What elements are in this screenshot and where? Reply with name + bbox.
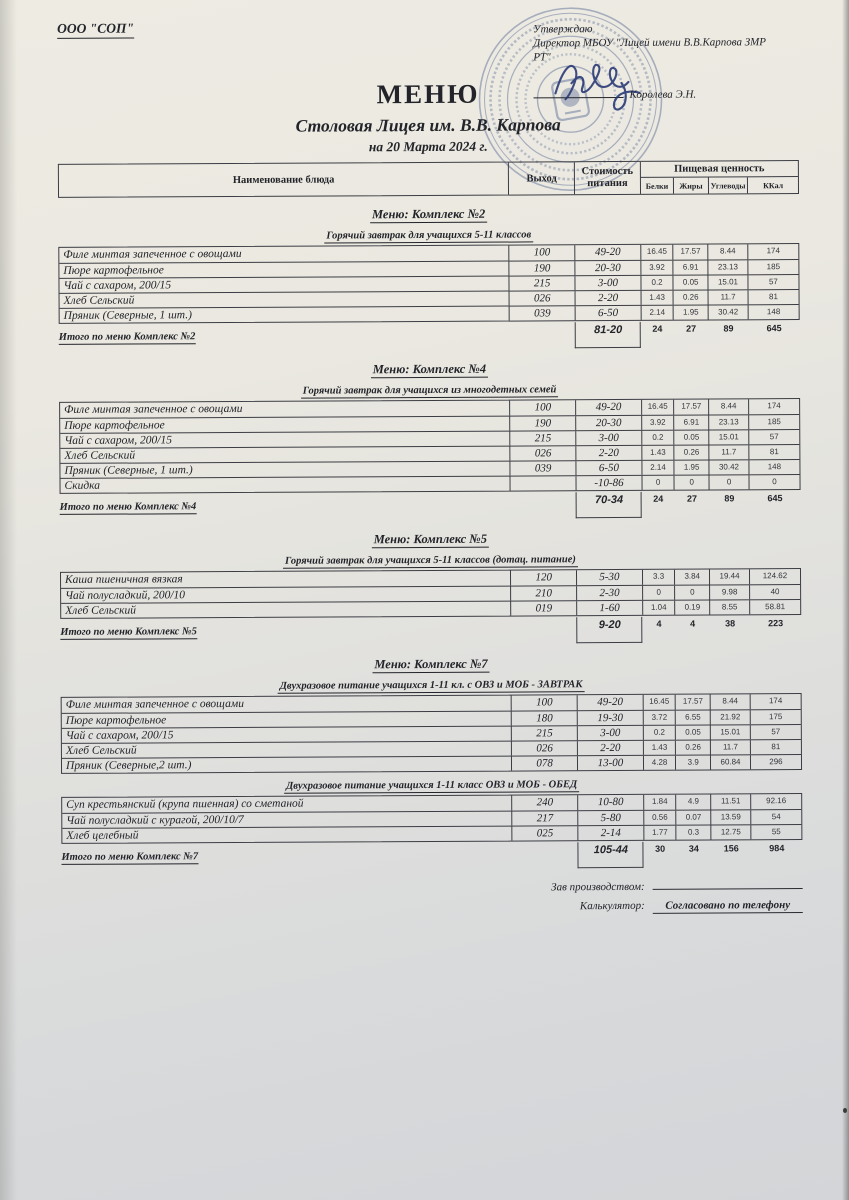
dish-name: Пряник (Северные,2 шт.) bbox=[65, 759, 192, 772]
dish-carbs: 30.42 bbox=[708, 460, 748, 474]
dish-carbs: 15.01 bbox=[708, 430, 748, 444]
dish-carbs: 11.7 bbox=[708, 445, 748, 459]
dish-protein: 0.56 bbox=[643, 811, 676, 825]
dish-output: 215 bbox=[510, 431, 576, 445]
dish-output: 019 bbox=[510, 601, 576, 615]
dish-fat: 6.55 bbox=[675, 711, 710, 725]
dish-fat: 0.26 bbox=[675, 741, 710, 755]
dish-kcal: 57 bbox=[750, 725, 801, 739]
dish-protein: 0.2 bbox=[641, 431, 674, 445]
dish-name: Чай полусладкий, 200/10 bbox=[65, 589, 186, 602]
dish-protein: 3.92 bbox=[641, 416, 674, 430]
dish-protein: 1.43 bbox=[640, 291, 673, 305]
table-header bbox=[58, 160, 799, 198]
total-row bbox=[61, 841, 802, 873]
total-cost-cell bbox=[575, 322, 641, 348]
section-subtitle-text: Двухразовое питание учащихся 1-11 кл. с ОВЗ и МОБ - ЗАВТРАК bbox=[278, 679, 585, 694]
dish-kcal: 81 bbox=[748, 445, 799, 459]
dish-carbs: 30.42 bbox=[708, 305, 748, 319]
dish-kcal: 58.81 bbox=[749, 600, 800, 614]
dish-carbs: 0 bbox=[709, 475, 749, 489]
dish-name: Пюре картофельное bbox=[65, 714, 167, 727]
dish-kcal: 57 bbox=[748, 430, 799, 444]
section-title bbox=[58, 205, 799, 224]
total-label: Итого по меню Комплекс №4 bbox=[59, 501, 197, 513]
dish-kcal: 55 bbox=[750, 825, 801, 839]
dish-protein: 3.3 bbox=[642, 570, 675, 585]
dish-protein: 2.14 bbox=[641, 461, 674, 475]
footer bbox=[62, 877, 803, 917]
dish-cost: 3-00 bbox=[577, 726, 643, 740]
total-cost: 9-20 bbox=[577, 617, 643, 643]
dish-name: Филе минтая запеченное с овощами bbox=[65, 697, 245, 711]
dish-protein: 16.45 bbox=[640, 245, 673, 260]
dish-fat: 17.57 bbox=[673, 245, 708, 260]
production-manager-blank bbox=[653, 877, 803, 890]
dish-cost: 5-30 bbox=[576, 570, 642, 585]
dish-fat: 0.05 bbox=[675, 726, 710, 740]
col-carbs: Углеводы bbox=[708, 177, 748, 193]
dish-name: Чай полусладкий с курагой, 200/10/7 bbox=[66, 813, 244, 827]
total-label-cell bbox=[60, 493, 511, 515]
dish-name: Хлеб целебный bbox=[66, 829, 139, 842]
dish-name: Суп крестьянский (крупа пшенная) со сметаной bbox=[66, 797, 304, 811]
menu-date: на 20 Марта 2024 г. bbox=[368, 138, 488, 155]
dish-fat: 1.95 bbox=[674, 461, 709, 475]
section-subtitle-text: Горячий завтрак для учащихся 5-11 классов bbox=[324, 229, 533, 243]
total-cost: 70-34 bbox=[576, 492, 642, 518]
section-title-text: Меню: Комплекс №2 bbox=[370, 207, 487, 224]
calculator-value: Согласовано по телефону bbox=[653, 899, 803, 914]
menu-table bbox=[58, 243, 799, 324]
dish-kcal: 81 bbox=[750, 740, 801, 754]
dish-carbs: 13.59 bbox=[710, 810, 750, 824]
dish-fat: 0.07 bbox=[676, 811, 711, 825]
dish-fat: 17.57 bbox=[673, 400, 708, 415]
dish-protein: 1.77 bbox=[643, 826, 676, 840]
dish-fat: 4.9 bbox=[676, 795, 711, 810]
total-kcal: 645 bbox=[767, 493, 783, 504]
dish-carbs: 60.84 bbox=[710, 755, 750, 769]
dish-output: 025 bbox=[512, 826, 578, 840]
dish-carbs: 15.01 bbox=[708, 275, 748, 289]
dish-name: Пюре картофельное bbox=[63, 264, 164, 277]
dish-output: 026 bbox=[509, 291, 575, 305]
dish-cost: 13-00 bbox=[577, 756, 643, 770]
production-manager-label: Зав производством: bbox=[551, 880, 645, 894]
dish-protein: 2.14 bbox=[640, 306, 673, 320]
total-kcal: 645 bbox=[766, 323, 782, 334]
dish-name: Хлеб Сельский bbox=[65, 744, 137, 757]
total-cost: 81-20 bbox=[575, 322, 641, 348]
total-fat: 27 bbox=[686, 323, 697, 334]
dish-kcal: 175 bbox=[750, 710, 801, 724]
col-output: Выход bbox=[508, 162, 574, 194]
total-row bbox=[60, 491, 801, 523]
dish-output: 215 bbox=[509, 276, 575, 290]
section-subtitle bbox=[60, 553, 801, 568]
dish-carbs: 23.13 bbox=[707, 260, 747, 274]
dish-fat: 0 bbox=[674, 586, 709, 600]
total-carbs: 89 bbox=[723, 323, 734, 334]
total-cost-cell bbox=[578, 842, 644, 868]
section-title-text: Меню: Комплекс №5 bbox=[372, 532, 489, 549]
dish-name: Чай с сахаром, 200/15 bbox=[65, 729, 174, 742]
dish-kcal: 174 bbox=[747, 244, 798, 259]
dish-cost: 3-00 bbox=[575, 276, 641, 290]
dish-fat: 1.95 bbox=[673, 306, 708, 320]
approve-word: Утверждаю bbox=[533, 23, 593, 36]
dish-carbs: 8.44 bbox=[707, 244, 747, 259]
section-title bbox=[60, 655, 801, 674]
dish-fat: 3.84 bbox=[674, 570, 709, 585]
menu-table bbox=[60, 568, 801, 619]
dish-fat: 0.05 bbox=[674, 431, 709, 445]
dish-kcal: 57 bbox=[747, 275, 798, 289]
dish-kcal: 0 bbox=[748, 475, 799, 489]
dish-protein: 3.72 bbox=[643, 711, 676, 725]
dish-cost: -10-86 bbox=[576, 476, 642, 490]
dish-output: 180 bbox=[511, 711, 577, 725]
dish-kcal: 148 bbox=[748, 460, 799, 474]
dish-output: 039 bbox=[509, 306, 575, 320]
dish-protein: 0 bbox=[641, 476, 674, 490]
total-cost-cell bbox=[576, 492, 642, 518]
dish-output: 026 bbox=[511, 741, 577, 755]
approver-name: Королева Э.Н. bbox=[629, 88, 697, 102]
dish-cost: 2-20 bbox=[575, 291, 641, 305]
dish-cost: 6-50 bbox=[575, 461, 641, 475]
dish-name: Пюре картофельное bbox=[64, 419, 165, 432]
dish-kcal: 296 bbox=[750, 755, 801, 769]
dish-carbs: 23.13 bbox=[708, 415, 748, 429]
dish-cost: 6-50 bbox=[575, 306, 641, 320]
total-label-cell bbox=[61, 843, 512, 865]
total-protein: 30 bbox=[655, 843, 666, 854]
section-title-text: Меню: Комплекс №4 bbox=[371, 362, 488, 379]
dish-fat: 6.91 bbox=[673, 261, 708, 275]
dish-name: Пряник (Северные, 1 шт.) bbox=[64, 464, 193, 477]
dish-carbs: 12.75 bbox=[710, 825, 750, 839]
dish-output: 100 bbox=[509, 245, 575, 260]
dish-fat: 0 bbox=[674, 476, 709, 490]
dish-carbs: 19.44 bbox=[709, 569, 749, 584]
dish-output: 215 bbox=[511, 726, 577, 740]
total-fat: 27 bbox=[686, 493, 698, 504]
dish-protein: 0.2 bbox=[640, 276, 673, 290]
dish-carbs: 9.98 bbox=[709, 585, 749, 599]
dish-cost: 2-30 bbox=[576, 586, 642, 600]
total-protein: 4 bbox=[656, 618, 662, 629]
dish-cost: 49-20 bbox=[575, 400, 641, 415]
calculator-label: Калькулятор: bbox=[579, 899, 645, 913]
dish-fat: 0.3 bbox=[676, 826, 711, 840]
dish-cost: 2-14 bbox=[577, 826, 643, 840]
dish-carbs: 15.01 bbox=[710, 725, 750, 739]
nutrition-subcols bbox=[641, 177, 798, 194]
dish-output: 039 bbox=[510, 461, 576, 475]
col-cost bbox=[574, 162, 640, 194]
dish-name: Скидка bbox=[64, 479, 101, 492]
dish-protein: 1.43 bbox=[641, 446, 674, 460]
dish-kcal: 124.62 bbox=[749, 569, 800, 584]
section-subtitle bbox=[61, 678, 802, 693]
dish-name: Чай с сахаром, 200/15 bbox=[64, 434, 172, 447]
dish-carbs: 11.7 bbox=[708, 290, 748, 304]
dish-fat: 0.26 bbox=[674, 446, 709, 460]
dish-name: Хлеб Сельский bbox=[65, 604, 136, 617]
dish-name: Филе минтая запеченное с овощами bbox=[63, 247, 242, 261]
menu-sections bbox=[58, 205, 802, 873]
dish-carbs: 8.55 bbox=[709, 600, 749, 614]
dish-fat: 0.26 bbox=[673, 291, 708, 305]
section-subtitle-text: Горячий завтрак для учащихся 5-11 классов (дотац. питание) bbox=[283, 554, 578, 569]
title-block bbox=[57, 77, 798, 157]
dish-fat: 6.91 bbox=[674, 416, 709, 430]
dish-carbs: 11.7 bbox=[710, 740, 750, 754]
col-nutrition: Пищевая ценность bbox=[641, 161, 798, 178]
dish-name: Пряник (Северные, 1 шт.) bbox=[63, 309, 192, 322]
total-cost-cell bbox=[577, 617, 643, 643]
section-subtitle bbox=[61, 778, 802, 793]
dish-output: 100 bbox=[511, 695, 577, 710]
dish-kcal: 40 bbox=[749, 585, 800, 599]
org-name: ООО "СОП" bbox=[57, 21, 134, 39]
section-title bbox=[60, 530, 801, 549]
dish-cost: 49-20 bbox=[574, 245, 640, 260]
dish-fat: 3.9 bbox=[675, 756, 710, 770]
dish-cost: 10-80 bbox=[577, 795, 643, 810]
section-subtitle bbox=[59, 383, 800, 398]
dish-protein: 3.92 bbox=[640, 261, 673, 275]
dish-protein: 1.84 bbox=[643, 795, 676, 810]
total-kcal: 984 bbox=[769, 843, 785, 854]
total-protein: 24 bbox=[653, 493, 664, 504]
approve-director: Директор МБОУ "Лицей имени В.В.Карпова ЗМР РТ" bbox=[533, 35, 767, 63]
dish-output: 026 bbox=[510, 446, 576, 460]
total-fat: 4 bbox=[690, 618, 696, 629]
dish-kcal: 81 bbox=[747, 290, 798, 304]
dish-output bbox=[510, 476, 576, 490]
dish-cost: 19-30 bbox=[577, 711, 643, 725]
dish-cost: 20-30 bbox=[574, 261, 640, 275]
dish-kcal: 185 bbox=[748, 415, 799, 429]
dish-cost: 20-30 bbox=[575, 416, 641, 430]
col-cost-line2: питания bbox=[587, 177, 628, 190]
dish-cost: 5-80 bbox=[577, 811, 643, 825]
dish-output: 240 bbox=[511, 795, 577, 810]
dish-cost: 2-20 bbox=[575, 446, 641, 460]
dish-protein: 16.45 bbox=[641, 400, 674, 415]
section-subtitle bbox=[58, 228, 799, 243]
col-protein: Белки bbox=[645, 181, 669, 191]
dish-kcal: 185 bbox=[747, 260, 798, 274]
dish-carbs: 8.44 bbox=[710, 694, 750, 709]
section-subtitle-text: Двухразовое питание учащихся 1-11 класс ОВЗ и МОБ - ОБЕД bbox=[284, 779, 579, 794]
total-label-cell bbox=[59, 323, 510, 345]
dish-cost: 3-00 bbox=[575, 431, 641, 445]
dish-output: 190 bbox=[509, 261, 575, 275]
total-carbs: 89 bbox=[724, 493, 735, 504]
total-label: Итого по меню Комплекс №7 bbox=[61, 851, 199, 863]
total-fat: 34 bbox=[688, 843, 699, 854]
calculator-line bbox=[62, 899, 803, 917]
section-title-text: Меню: Комплекс №7 bbox=[372, 657, 489, 674]
dish-protein: 1.43 bbox=[643, 741, 676, 755]
section-title bbox=[59, 360, 800, 379]
dish-name: Каша пшеничная вязкая bbox=[64, 573, 183, 586]
dish-protein: 4.28 bbox=[643, 756, 676, 770]
col-cost-line1: Стоимость bbox=[581, 165, 634, 178]
dish-kcal: 174 bbox=[748, 399, 799, 414]
dish-name: Филе минтая запеченное с овощами bbox=[64, 402, 243, 416]
dish-name: Чай с сахаром, 200/15 bbox=[63, 279, 172, 292]
col-nutrition-group bbox=[640, 161, 798, 194]
dish-protein: 16.45 bbox=[642, 695, 675, 710]
scan-artifact bbox=[843, 1108, 847, 1113]
total-kcal: 223 bbox=[768, 618, 784, 629]
dish-fat: 17.57 bbox=[675, 695, 710, 710]
total-label-cell bbox=[60, 618, 511, 640]
dish-cost: 2-20 bbox=[577, 741, 643, 755]
col-fat: Жиры bbox=[673, 178, 708, 194]
dish-protein: 1.04 bbox=[642, 601, 675, 615]
total-label: Итого по меню Комплекс №2 bbox=[58, 331, 196, 343]
dish-carbs: 21.92 bbox=[710, 710, 750, 724]
production-manager-line bbox=[62, 877, 803, 896]
dish-name: Хлеб Сельский bbox=[64, 449, 136, 462]
dish-fat: 0.19 bbox=[674, 601, 709, 615]
dish-protein: 0 bbox=[642, 586, 675, 600]
dish-name: Хлеб Сельский bbox=[63, 294, 135, 307]
page-title: МЕНЮ bbox=[376, 78, 480, 110]
dish-carbs: 8.44 bbox=[708, 399, 748, 414]
dish-output: 190 bbox=[509, 416, 575, 430]
dish-carbs: 11.51 bbox=[710, 794, 750, 809]
total-row bbox=[60, 616, 801, 648]
dish-kcal: 148 bbox=[748, 305, 799, 319]
menu-table bbox=[61, 793, 802, 844]
total-row bbox=[59, 321, 800, 353]
total-protein: 24 bbox=[652, 323, 663, 334]
col-dish-name: Наименование блюда bbox=[232, 173, 335, 186]
col-kcal: ККал bbox=[747, 177, 798, 193]
section-subtitle-text: Горячий завтрак для учащихся из многодетных семей bbox=[301, 384, 559, 398]
dish-output: 217 bbox=[512, 811, 578, 825]
total-carbs: 156 bbox=[723, 843, 739, 854]
dish-output: 100 bbox=[509, 400, 575, 415]
dish-output: 210 bbox=[510, 586, 576, 600]
menu-table bbox=[61, 693, 802, 774]
dish-cost: 49-20 bbox=[577, 695, 643, 710]
canteen-name: Столовая Лицея им. В.В. Карпова bbox=[295, 114, 561, 136]
dish-output: 078 bbox=[511, 756, 577, 770]
menu-table bbox=[59, 398, 800, 494]
total-carbs: 38 bbox=[725, 618, 736, 629]
dish-cost: 1-60 bbox=[576, 601, 642, 615]
total-cost: 105-44 bbox=[578, 842, 644, 868]
dish-output: 120 bbox=[510, 570, 576, 585]
dish-protein: 0.2 bbox=[643, 726, 676, 740]
dish-fat: 0.05 bbox=[673, 276, 708, 290]
total-label: Итого по меню Комплекс №5 bbox=[60, 626, 197, 638]
dish-kcal: 174 bbox=[750, 694, 801, 709]
dish-kcal: 92.16 bbox=[750, 794, 801, 809]
dish-kcal: 54 bbox=[750, 810, 801, 824]
